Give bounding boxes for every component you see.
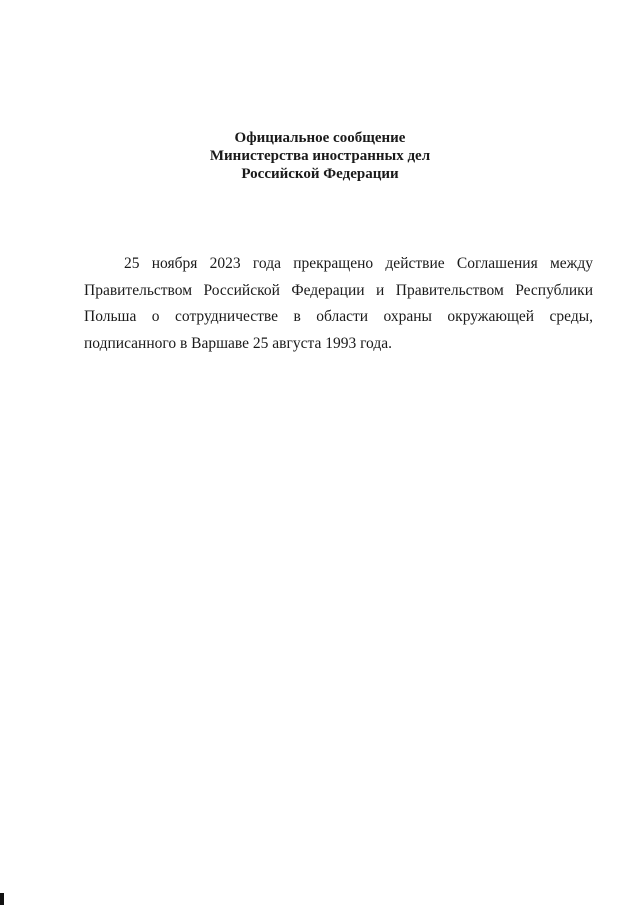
scan-edge-mark xyxy=(0,893,4,905)
heading-line-2: Министерства иностранных дел xyxy=(209,148,431,164)
document-body-paragraph: 25 ноября 2023 года прекращено действие Соглашения между Правительством Российской Федерации и Правительством Республики Польша о сотрудничестве в области охраны окружающей среды, подписанного в Варшаве 25 августа 1993 года. xyxy=(84,255,593,352)
heading-line-3: Российской Федерации xyxy=(241,166,399,182)
heading-line-1: Официальное сообщение xyxy=(234,130,406,146)
document-heading xyxy=(0,129,640,183)
